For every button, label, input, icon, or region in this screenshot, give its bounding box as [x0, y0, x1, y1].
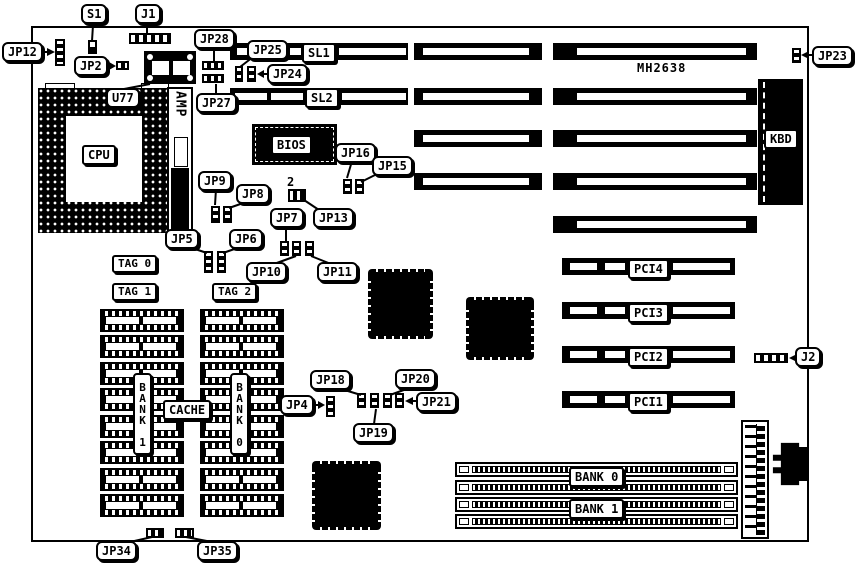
jp24-jumper	[247, 66, 256, 82]
jp34-jumper	[146, 528, 164, 538]
slot-key-stripe	[605, 351, 625, 358]
jp21-jumper	[395, 393, 404, 408]
callout-jp23: JP23	[812, 46, 853, 66]
memory-bank0-label: BANK 0	[569, 467, 624, 487]
slot-key-stripe	[577, 93, 746, 100]
j2-header	[754, 353, 788, 363]
callout-jp12: JP12	[2, 42, 43, 62]
callout-jp34: JP34	[96, 541, 137, 561]
jp19-jumper	[370, 393, 379, 408]
sram-chip	[200, 494, 284, 517]
slot-key-stripe	[605, 396, 625, 403]
slot-key-stripe	[673, 263, 730, 270]
slot-sl2-label: SL2	[305, 88, 339, 108]
slot-key-stripe	[605, 307, 625, 314]
sram-chip	[200, 309, 284, 332]
jp13-jumper	[288, 189, 306, 202]
amp-power-connector	[167, 87, 193, 234]
slot-key-stripe	[577, 48, 746, 55]
callout-jp21: JP21	[416, 392, 457, 412]
slot-key-stripe	[577, 221, 746, 228]
u77-chip	[144, 51, 196, 84]
callout-jp15: JP15	[372, 156, 413, 176]
slot-key-stripe	[570, 396, 597, 403]
cache-label: CACHE	[163, 400, 211, 420]
sram-chip	[100, 335, 184, 358]
jp18-jumper	[357, 393, 366, 408]
io-controller-qfp	[312, 461, 381, 530]
jp20-jumper	[383, 393, 392, 408]
slot-key-stripe	[570, 263, 597, 270]
jp28-jumper	[202, 61, 224, 70]
slot-key-stripe	[235, 93, 267, 100]
power-connector	[741, 420, 769, 539]
slot-key-stripe	[290, 48, 301, 55]
sram-chip	[200, 335, 284, 358]
slot-pci3-label: PCI3	[628, 303, 669, 323]
sram-chip	[100, 309, 184, 332]
slot-key-stripe	[673, 307, 730, 314]
slot-key-stripe	[339, 48, 406, 55]
isa-slot-segment	[414, 130, 542, 147]
cache-bank1-label: BANK 1	[133, 373, 152, 455]
slot-key-stripe	[577, 135, 746, 142]
isa-slot	[553, 173, 757, 190]
callout-jp7: JP7	[270, 208, 304, 228]
callout-jp5: JP5	[165, 229, 199, 249]
tag1-label: TAG 1	[112, 283, 157, 301]
callout-s1: S1	[81, 4, 107, 24]
callout-jp10: JP10	[246, 262, 287, 282]
isa-slot	[553, 88, 757, 105]
simm-pins	[472, 518, 721, 525]
sram-chip	[200, 468, 284, 491]
isa-slot-segment	[414, 88, 542, 105]
callout-jp9: JP9	[198, 171, 232, 191]
callout-u77: U77	[106, 88, 140, 108]
slot-key-stripe	[605, 263, 625, 270]
sram-chip	[100, 468, 184, 491]
callout-jp8: JP8	[236, 184, 270, 204]
slot-key-stripe	[271, 93, 303, 100]
slot-key-stripe	[673, 396, 730, 403]
callout-jp13: JP13	[313, 208, 354, 228]
callout-jp27: JP27	[196, 93, 237, 113]
pin1-annotation: 2	[287, 175, 295, 189]
isa-slot	[553, 130, 757, 147]
tag2-label: TAG 2	[212, 283, 257, 301]
callout-j1: J1	[135, 4, 161, 24]
slot-key-stripe	[423, 178, 529, 185]
tag0-label: TAG 0	[112, 255, 157, 273]
amp-label: AMP	[172, 91, 188, 118]
power-pins-right	[757, 424, 765, 535]
slot-key-stripe	[570, 351, 597, 358]
slot-pci4-label: PCI4	[628, 259, 669, 279]
slot-pci2-label: PCI2	[628, 347, 669, 367]
amp-body	[171, 168, 189, 229]
jp4-jumper	[326, 396, 335, 417]
jp2-jumper	[116, 61, 129, 70]
callout-jp11: JP11	[317, 262, 358, 282]
jp15-jumper	[355, 179, 364, 194]
callout-jp20: JP20	[395, 369, 436, 389]
jp12-jumper	[55, 39, 65, 66]
slot-key-stripe	[570, 307, 597, 314]
slot-key-stripe	[423, 48, 529, 55]
slot-key-stripe	[577, 178, 746, 185]
isa-slot-segment	[414, 43, 542, 60]
jp10-jumper	[292, 241, 301, 256]
amp-window	[174, 137, 188, 167]
memory-bank1-label: BANK 1	[569, 499, 624, 519]
jp11-jumper	[305, 241, 314, 256]
callout-jp25: JP25	[247, 40, 288, 60]
chipset-qfp	[466, 297, 534, 360]
cpu-label: CPU	[82, 145, 116, 165]
jp7-jumper	[280, 241, 289, 256]
callout-j2: J2	[795, 347, 821, 367]
slot-key-stripe	[673, 351, 730, 358]
jp27-jumper	[202, 74, 224, 83]
s1-switch	[88, 40, 97, 54]
callout-jp6: JP6	[229, 229, 263, 249]
callout-jp35: JP35	[197, 541, 238, 561]
cache-bank0-label: BANK 0	[230, 373, 249, 455]
slot-key-stripe	[423, 93, 529, 100]
slot-pci1-label: PCI1	[628, 392, 669, 412]
isa-slot	[553, 216, 757, 233]
jp16-jumper	[343, 179, 352, 194]
jp5-jumper	[204, 251, 213, 273]
slot-key-stripe	[423, 135, 529, 142]
isa-slot	[553, 43, 757, 60]
callout-jp4: JP4	[280, 395, 314, 415]
slot-sl1-label: SL1	[302, 43, 336, 63]
j1-header	[129, 33, 171, 44]
callout-jp24: JP24	[267, 64, 308, 84]
bios-label: BIOS	[271, 135, 312, 155]
callout-jp2: JP2	[74, 56, 108, 76]
callout-jp28: JP28	[194, 29, 235, 49]
kbd-label: KBD	[764, 129, 798, 149]
slot-key-stripe	[342, 93, 406, 100]
chipset-qfp	[368, 269, 433, 339]
callout-jp18: JP18	[310, 370, 351, 390]
isa-slot-segment	[414, 173, 542, 190]
jp25-jumper	[235, 66, 243, 82]
callout-jp19: JP19	[353, 423, 394, 443]
jp23-jumper	[792, 48, 801, 63]
jp6-jumper	[217, 251, 226, 273]
jp35-jumper	[175, 528, 194, 538]
jp8-jumper	[223, 206, 232, 223]
sram-chip	[100, 494, 184, 517]
board-part-number: MH2638	[637, 61, 687, 75]
callout-jp16: JP16	[335, 143, 376, 163]
jp9-jumper	[211, 206, 220, 223]
